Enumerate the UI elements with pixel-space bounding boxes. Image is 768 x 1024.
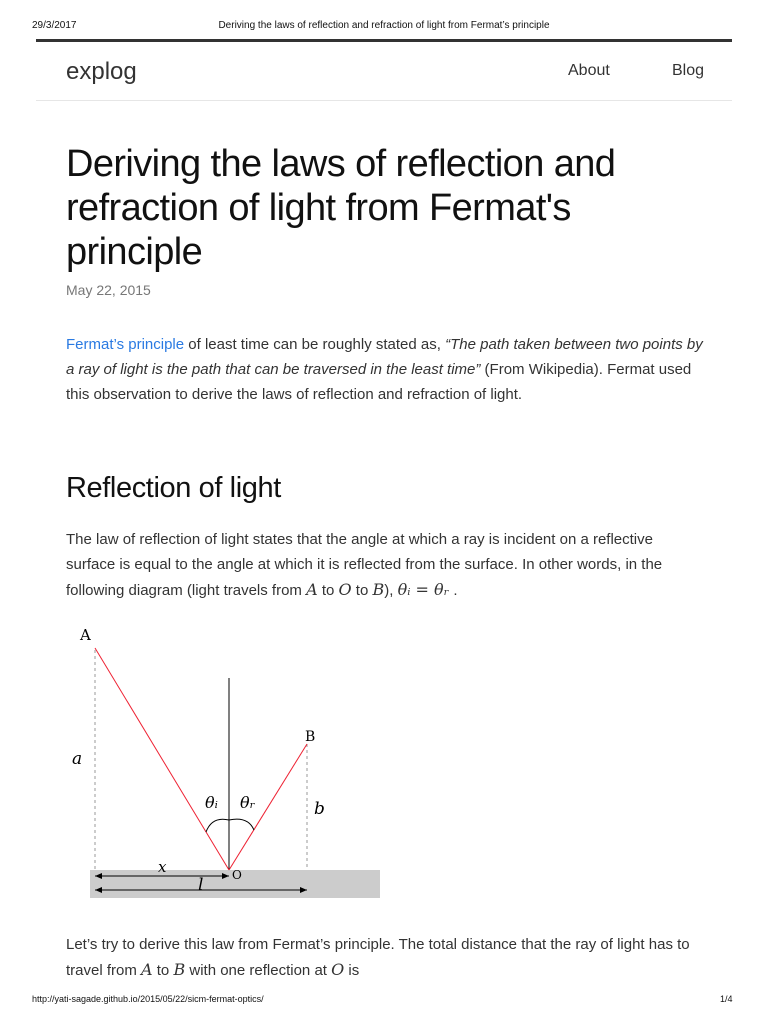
nav-blog-link[interactable]: Blog [672,62,705,79]
page-number: 1/4 [720,994,733,1004]
nav-about-link[interactable]: About [568,62,610,79]
point-o-label: O [232,868,242,882]
quote-text: “The path taken between two points by a ray of light is the path that can be traversed in the least time” [66,336,703,378]
length-a-label: a [72,749,83,769]
derivation-paragraph: Let’s try to derive this law from Fermat’s principle. The total distance that the ray of light has to travel from A to B with one reflection at O is [66,936,690,979]
point-b-label: B [305,729,316,745]
reflection-paragraph: The law of reflection of light states that the angle at which a ray is incident on a reflective surface is equal to the angle at which it is reflected from the surface. In other words, in the following diagram (light travels from A to O to B), θᵢ = θᵣ . [66,531,663,599]
length-x-label: x [158,858,167,876]
section-title: Reflection of light [66,472,281,504]
math-a: A [306,580,318,599]
post-title: Deriving the laws of reflection and refraction of light from Fermat's principle [66,143,616,273]
fermat-principle-link[interactable]: Fermat’s principle [66,336,185,353]
math-b-2: B [173,960,186,979]
incident-ray [95,648,229,870]
math-b: B [372,580,385,599]
point-a-label: A [80,626,91,644]
print-date: 29/3/2017 [32,20,77,31]
post-date: May 22, 2015 [66,282,151,298]
theta-i-label: θᵢ [205,793,218,812]
site-header [36,42,732,101]
math-a-2: A [141,960,153,979]
print-title: Deriving the laws of reflection and refraction of light from Fermat’s principle [218,20,550,31]
reflection-diagram [66,620,396,910]
site-title-link[interactable]: explog [66,58,137,85]
theta-r-label: θᵣ [240,793,256,812]
length-b-label: b [314,799,325,819]
angle-arc [206,819,254,832]
length-l-label: l [198,875,204,895]
intro-paragraph: Fermat’s principle of least time can be roughly stated as, “The path taken between two points by a ray of light is the path that can be traversed in the least time” (From Wikipedia). Fermat used this observation to derive the laws of reflection and refraction of light. [66,336,703,403]
print-url: http://yati-sagade.github.io/2015/05/22/sicm-fermat-optics/ [32,994,264,1004]
math-equation: θᵢ = θᵣ [397,580,450,599]
math-o-2: O [331,960,345,979]
print-header [0,20,768,36]
math-o: O [338,580,352,599]
